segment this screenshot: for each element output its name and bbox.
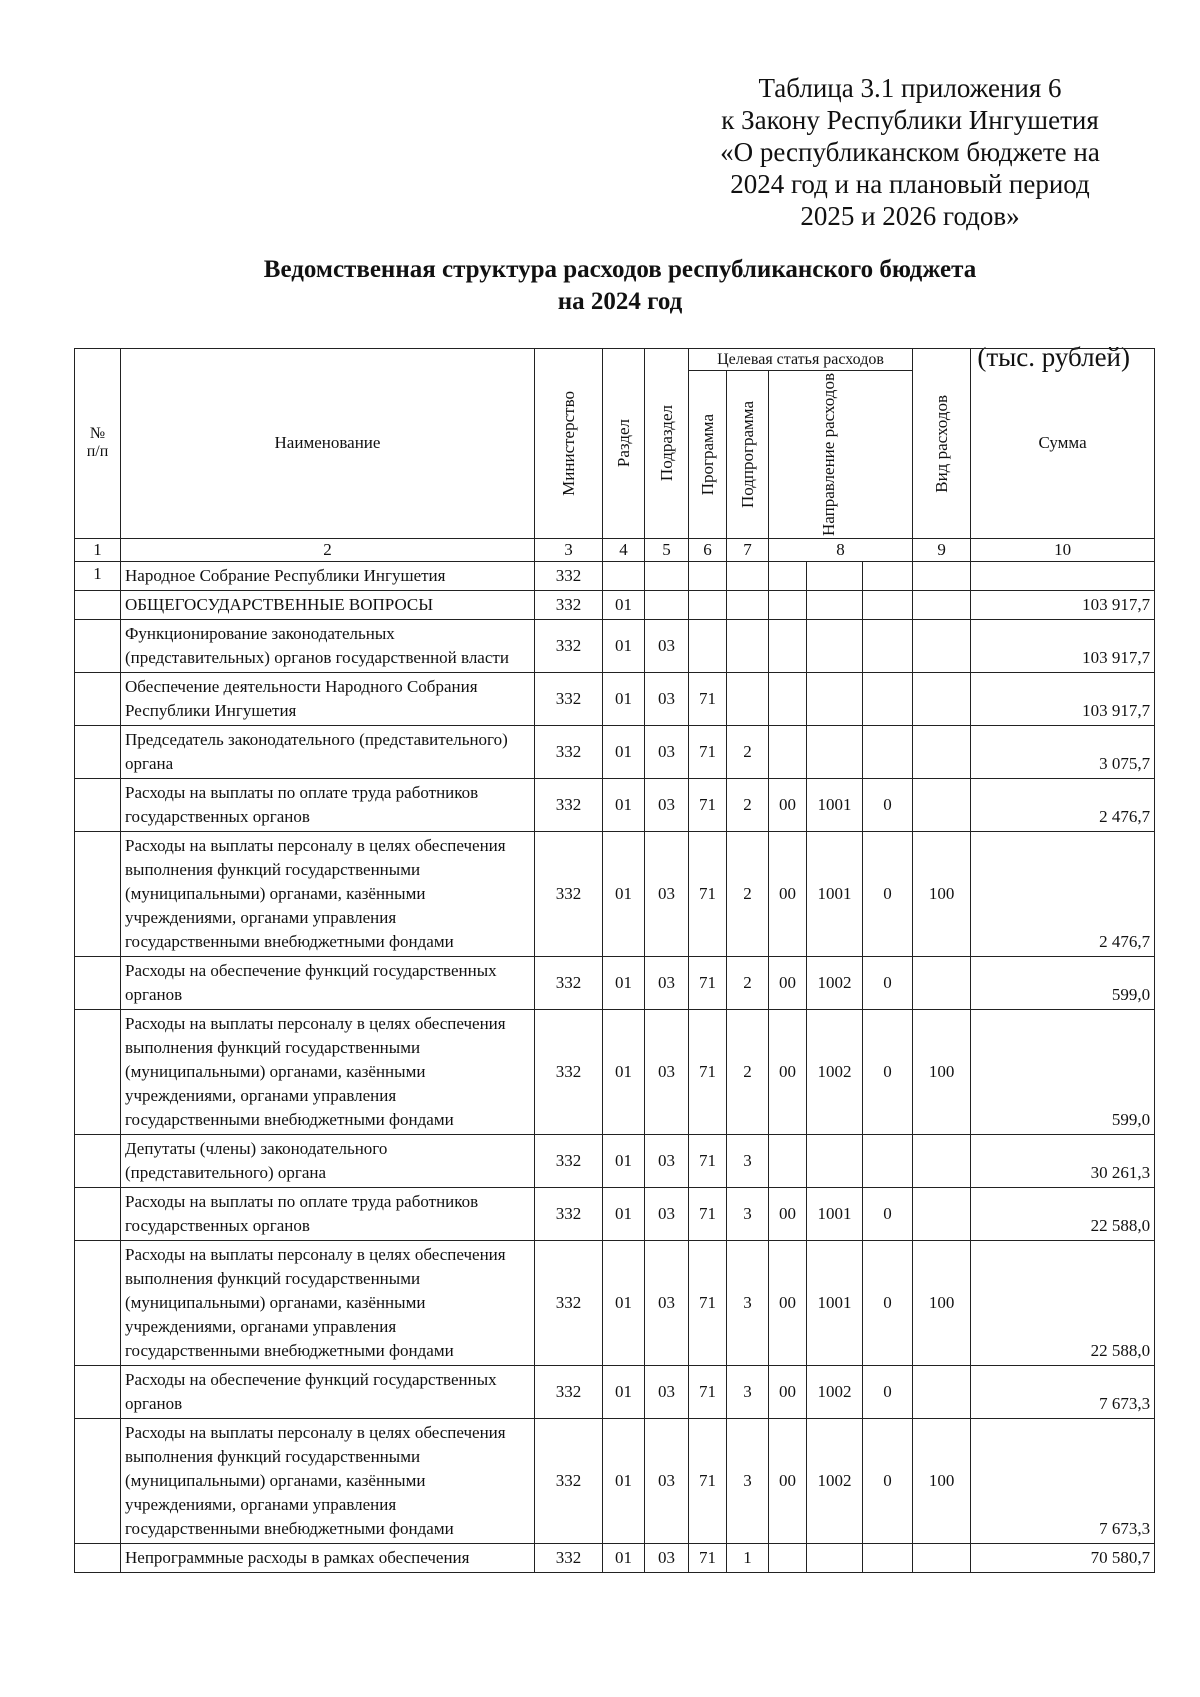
annex-note-line: 2024 год и на плановый период xyxy=(730,169,1090,199)
col-number: 2 xyxy=(121,538,535,561)
row-sum: 599,0 xyxy=(971,1009,1155,1134)
row-sum: 7 673,3 xyxy=(971,1365,1155,1418)
direction-code-1 xyxy=(769,590,807,619)
program-code xyxy=(689,619,727,672)
row-number xyxy=(75,672,121,725)
expense-type-code: 100 xyxy=(913,1418,971,1543)
program-code: 71 xyxy=(689,1134,727,1187)
subprogram-code: 3 xyxy=(727,1365,769,1418)
section-code: 01 xyxy=(603,619,645,672)
direction-code-1 xyxy=(769,672,807,725)
row-name: Расходы на обеспечение функций государственных органов xyxy=(121,956,535,1009)
section-code: 01 xyxy=(603,1009,645,1134)
section-code: 01 xyxy=(603,831,645,956)
direction-code-3 xyxy=(863,1543,913,1572)
table-row xyxy=(75,956,1155,1009)
row-sum: 22 588,0 xyxy=(971,1187,1155,1240)
annex-note-line: «О республиканском бюджете на xyxy=(720,137,1100,167)
direction-code-1: 00 xyxy=(769,1418,807,1543)
row-sum: 103 917,7 xyxy=(971,590,1155,619)
subprogram-code: 3 xyxy=(727,1134,769,1187)
header-section: Раздел xyxy=(603,349,645,539)
row-name: Расходы на обеспечение функций государственных органов xyxy=(121,1365,535,1418)
row-name: Расходы на выплаты по оплате труда работников государственных органов xyxy=(121,778,535,831)
row-sum: 2 476,7 xyxy=(971,778,1155,831)
direction-code-1: 00 xyxy=(769,1187,807,1240)
row-sum: 103 917,7 xyxy=(971,672,1155,725)
subsection-code: 03 xyxy=(645,1187,689,1240)
subsection-code: 03 xyxy=(645,778,689,831)
row-number xyxy=(75,1365,121,1418)
row-name: Расходы на выплаты персоналу в целях обеспечения выполнения функций государственными (муниципальными) органами, казёнными учреждениями, органами управления государственными внебюджетными фондами xyxy=(121,1009,535,1134)
table-row xyxy=(75,590,1155,619)
program-code: 71 xyxy=(689,1187,727,1240)
subsection-code xyxy=(645,590,689,619)
direction-code-3 xyxy=(863,619,913,672)
subsection-code: 03 xyxy=(645,619,689,672)
program-code: 71 xyxy=(689,956,727,1009)
row-name: Депутаты (члены) законодательного (представительного) органа xyxy=(121,1134,535,1187)
col-number: 9 xyxy=(913,538,971,561)
table-row xyxy=(75,831,1155,956)
subprogram-code: 2 xyxy=(727,725,769,778)
program-code: 71 xyxy=(689,1543,727,1572)
expense-type-code xyxy=(913,561,971,590)
col-number: 3 xyxy=(535,538,603,561)
table-row xyxy=(75,1240,1155,1365)
table-row xyxy=(75,1134,1155,1187)
units-label: (тыс. рублей) xyxy=(977,342,1130,372)
col-number: 10 xyxy=(971,538,1155,561)
table-row xyxy=(75,1009,1155,1134)
header-subprogram: Подпрограмма xyxy=(727,371,769,539)
annex-note-line: 2025 и 2026 годов» xyxy=(800,201,1020,231)
subsection-code: 03 xyxy=(645,1009,689,1134)
section-code xyxy=(603,561,645,590)
ministry-code: 332 xyxy=(535,1418,603,1543)
expense-type-code xyxy=(913,672,971,725)
direction-code-3 xyxy=(863,1134,913,1187)
subprogram-code: 2 xyxy=(727,778,769,831)
section-code: 01 xyxy=(603,1134,645,1187)
section-code: 01 xyxy=(603,1418,645,1543)
row-number xyxy=(75,725,121,778)
table-row xyxy=(75,1418,1155,1543)
subprogram-code xyxy=(727,561,769,590)
program-code: 71 xyxy=(689,1009,727,1134)
direction-code-1: 00 xyxy=(769,778,807,831)
row-sum: 22 588,0 xyxy=(971,1240,1155,1365)
direction-code-3 xyxy=(863,561,913,590)
row-number xyxy=(75,1009,121,1134)
subsection-code: 03 xyxy=(645,1543,689,1572)
title-line-2: на 2024 год xyxy=(557,288,683,315)
direction-code-2 xyxy=(807,725,863,778)
row-number xyxy=(75,1240,121,1365)
ministry-code: 332 xyxy=(535,561,603,590)
header-sum: Сумма xyxy=(971,349,1155,539)
direction-code-3: 0 xyxy=(863,1365,913,1418)
section-code: 01 xyxy=(603,590,645,619)
expense-type-code: 100 xyxy=(913,831,971,956)
ministry-code: 332 xyxy=(535,1240,603,1365)
direction-code-2 xyxy=(807,590,863,619)
direction-code-3: 0 xyxy=(863,1418,913,1543)
direction-code-1: 00 xyxy=(769,956,807,1009)
section-code: 01 xyxy=(603,725,645,778)
title-line-1: Ведомственная структура расходов республиканского бюджета xyxy=(263,256,977,283)
subsection-code: 03 xyxy=(645,1240,689,1365)
program-code: 71 xyxy=(689,1365,727,1418)
expenditure-table xyxy=(74,348,1155,1573)
col-number: 6 xyxy=(689,538,727,561)
subsection-code: 03 xyxy=(645,1418,689,1543)
subprogram-code: 2 xyxy=(727,831,769,956)
table-row xyxy=(75,672,1155,725)
header-expense-type: Вид расходов xyxy=(913,349,971,539)
expense-type-code: 100 xyxy=(913,1009,971,1134)
direction-code-3 xyxy=(863,725,913,778)
col-number: 5 xyxy=(645,538,689,561)
section-code: 01 xyxy=(603,672,645,725)
direction-code-1 xyxy=(769,725,807,778)
header-subsection: Подраздел xyxy=(645,349,689,539)
expense-type-code xyxy=(913,956,971,1009)
direction-code-3 xyxy=(863,590,913,619)
subprogram-code: 2 xyxy=(727,1009,769,1134)
ministry-code: 332 xyxy=(535,1365,603,1418)
direction-code-2: 1002 xyxy=(807,1418,863,1543)
direction-code-2 xyxy=(807,1134,863,1187)
ministry-code: 332 xyxy=(535,1009,603,1134)
col-number: 1 xyxy=(75,538,121,561)
ministry-code: 332 xyxy=(535,1187,603,1240)
expense-type-code xyxy=(913,778,971,831)
col-number: 4 xyxy=(603,538,645,561)
table-body xyxy=(75,561,1155,1572)
ministry-code: 332 xyxy=(535,831,603,956)
ministry-code: 332 xyxy=(535,778,603,831)
header-ministry: Министерство xyxy=(535,349,603,539)
direction-code-2 xyxy=(807,672,863,725)
table-row xyxy=(75,619,1155,672)
row-name: ОБЩЕГОСУДАРСТВЕННЫЕ ВОПРОСЫ xyxy=(121,590,535,619)
row-number xyxy=(75,1187,121,1240)
subprogram-code: 3 xyxy=(727,1240,769,1365)
direction-code-2 xyxy=(807,1543,863,1572)
program-code: 71 xyxy=(689,1240,727,1365)
direction-code-3: 0 xyxy=(863,1009,913,1134)
row-number xyxy=(75,778,121,831)
ministry-code: 332 xyxy=(535,672,603,725)
subsection-code: 03 xyxy=(645,831,689,956)
subprogram-code: 3 xyxy=(727,1418,769,1543)
row-number xyxy=(75,1134,121,1187)
subprogram-code xyxy=(727,590,769,619)
table-row xyxy=(75,725,1155,778)
subprogram-code: 2 xyxy=(727,956,769,1009)
ministry-code: 332 xyxy=(535,725,603,778)
expense-type-code xyxy=(913,619,971,672)
row-number xyxy=(75,590,121,619)
row-name: Народное Собрание Республики Ингушетия xyxy=(121,561,535,590)
row-number: 1 xyxy=(75,561,121,590)
row-sum: 2 476,7 xyxy=(971,831,1155,956)
row-sum: 70 580,7 xyxy=(971,1543,1155,1572)
col-number: 8 xyxy=(769,538,913,561)
ministry-code: 332 xyxy=(535,1543,603,1572)
row-number xyxy=(75,831,121,956)
direction-code-3: 0 xyxy=(863,1240,913,1365)
subsection-code: 03 xyxy=(645,1365,689,1418)
program-code: 71 xyxy=(689,778,727,831)
expense-type-code xyxy=(913,1365,971,1418)
direction-code-1 xyxy=(769,1134,807,1187)
row-name: Функционирование законодательных (представительных) органов государственной власти xyxy=(121,619,535,672)
subsection-code: 03 xyxy=(645,956,689,1009)
expense-type-code xyxy=(913,725,971,778)
section-code: 01 xyxy=(603,1365,645,1418)
expense-type-code: 100 xyxy=(913,1240,971,1365)
row-sum: 3 075,7 xyxy=(971,725,1155,778)
section-code: 01 xyxy=(603,1543,645,1572)
annex-note-line: Таблица 3.1 приложения 6 xyxy=(758,73,1062,103)
section-code: 01 xyxy=(603,1187,645,1240)
column-number-row xyxy=(75,538,1155,561)
direction-code-3 xyxy=(863,672,913,725)
row-name: Непрограммные расходы в рамках обеспечения xyxy=(121,1543,535,1572)
program-code xyxy=(689,590,727,619)
subprogram-code: 3 xyxy=(727,1187,769,1240)
subsection-code xyxy=(645,561,689,590)
table-row xyxy=(75,1543,1155,1572)
direction-code-2: 1001 xyxy=(807,831,863,956)
direction-code-3: 0 xyxy=(863,956,913,1009)
row-sum: 7 673,3 xyxy=(971,1418,1155,1543)
row-sum: 30 261,3 xyxy=(971,1134,1155,1187)
direction-code-1 xyxy=(769,1543,807,1572)
row-sum xyxy=(971,561,1155,590)
header-direction: Направление расходов xyxy=(769,371,913,539)
row-sum: 599,0 xyxy=(971,956,1155,1009)
section-code: 01 xyxy=(603,778,645,831)
program-code xyxy=(689,561,727,590)
subsection-code: 03 xyxy=(645,1134,689,1187)
direction-code-2: 1002 xyxy=(807,1009,863,1134)
direction-code-1 xyxy=(769,561,807,590)
row-name: Обеспечение деятельности Народного Собрания Республики Ингушетия xyxy=(121,672,535,725)
row-number xyxy=(75,956,121,1009)
row-number xyxy=(75,1418,121,1543)
row-name: Расходы на выплаты персоналу в целях обеспечения выполнения функций государственными (муниципальными) органами, казёнными учреждениями, органами управления государственными внебюджетными фондами xyxy=(121,1418,535,1543)
subsection-code: 03 xyxy=(645,672,689,725)
annex-note xyxy=(690,72,1130,232)
document-title xyxy=(120,254,1120,318)
header-program: Программа xyxy=(689,371,727,539)
expense-type-code xyxy=(913,590,971,619)
row-number xyxy=(75,1543,121,1572)
section-code: 01 xyxy=(603,1240,645,1365)
expense-type-code xyxy=(913,1134,971,1187)
direction-code-2 xyxy=(807,561,863,590)
program-code: 71 xyxy=(689,1418,727,1543)
program-code: 71 xyxy=(689,672,727,725)
direction-code-3: 0 xyxy=(863,1187,913,1240)
row-name: Расходы на выплаты персоналу в целях обеспечения выполнения функций государственными (муниципальными) органами, казёнными учреждениями, органами управления государственными внебюджетными фондами xyxy=(121,831,535,956)
direction-code-1 xyxy=(769,619,807,672)
table-row xyxy=(75,1365,1155,1418)
program-code: 71 xyxy=(689,831,727,956)
header-target-article: Целевая статья расходов xyxy=(689,349,913,371)
header-num: № п/п xyxy=(75,349,121,539)
row-number xyxy=(75,619,121,672)
direction-code-2: 1002 xyxy=(807,1365,863,1418)
direction-code-2: 1001 xyxy=(807,1187,863,1240)
ministry-code: 332 xyxy=(535,619,603,672)
subsection-code: 03 xyxy=(645,725,689,778)
direction-code-3: 0 xyxy=(863,831,913,956)
row-name: Председатель законодательного (представительного) органа xyxy=(121,725,535,778)
section-code: 01 xyxy=(603,956,645,1009)
table-row xyxy=(75,778,1155,831)
header-name: Наименование xyxy=(121,349,535,539)
ministry-code: 332 xyxy=(535,590,603,619)
subprogram-code xyxy=(727,672,769,725)
program-code: 71 xyxy=(689,725,727,778)
annex-note-line: к Закону Республики Ингушетия xyxy=(721,105,1099,135)
direction-code-1: 00 xyxy=(769,1365,807,1418)
direction-code-1: 00 xyxy=(769,1009,807,1134)
row-sum: 103 917,7 xyxy=(971,619,1155,672)
direction-code-2: 1001 xyxy=(807,778,863,831)
direction-code-3: 0 xyxy=(863,778,913,831)
ministry-code: 332 xyxy=(535,1134,603,1187)
direction-code-1: 00 xyxy=(769,831,807,956)
subprogram-code xyxy=(727,619,769,672)
direction-code-2: 1001 xyxy=(807,1240,863,1365)
direction-code-1: 00 xyxy=(769,1240,807,1365)
direction-code-2 xyxy=(807,619,863,672)
ministry-code: 332 xyxy=(535,956,603,1009)
subprogram-code: 1 xyxy=(727,1543,769,1572)
row-name: Расходы на выплаты персоналу в целях обеспечения выполнения функций государственными (муниципальными) органами, казёнными учреждениями, органами управления государственными внебюджетными фондами xyxy=(121,1240,535,1365)
col-number: 7 xyxy=(727,538,769,561)
table-row xyxy=(75,561,1155,590)
row-name: Расходы на выплаты по оплате труда работников государственных органов xyxy=(121,1187,535,1240)
expense-type-code xyxy=(913,1543,971,1572)
direction-code-2: 1002 xyxy=(807,956,863,1009)
table-row xyxy=(75,1187,1155,1240)
expense-type-code xyxy=(913,1187,971,1240)
